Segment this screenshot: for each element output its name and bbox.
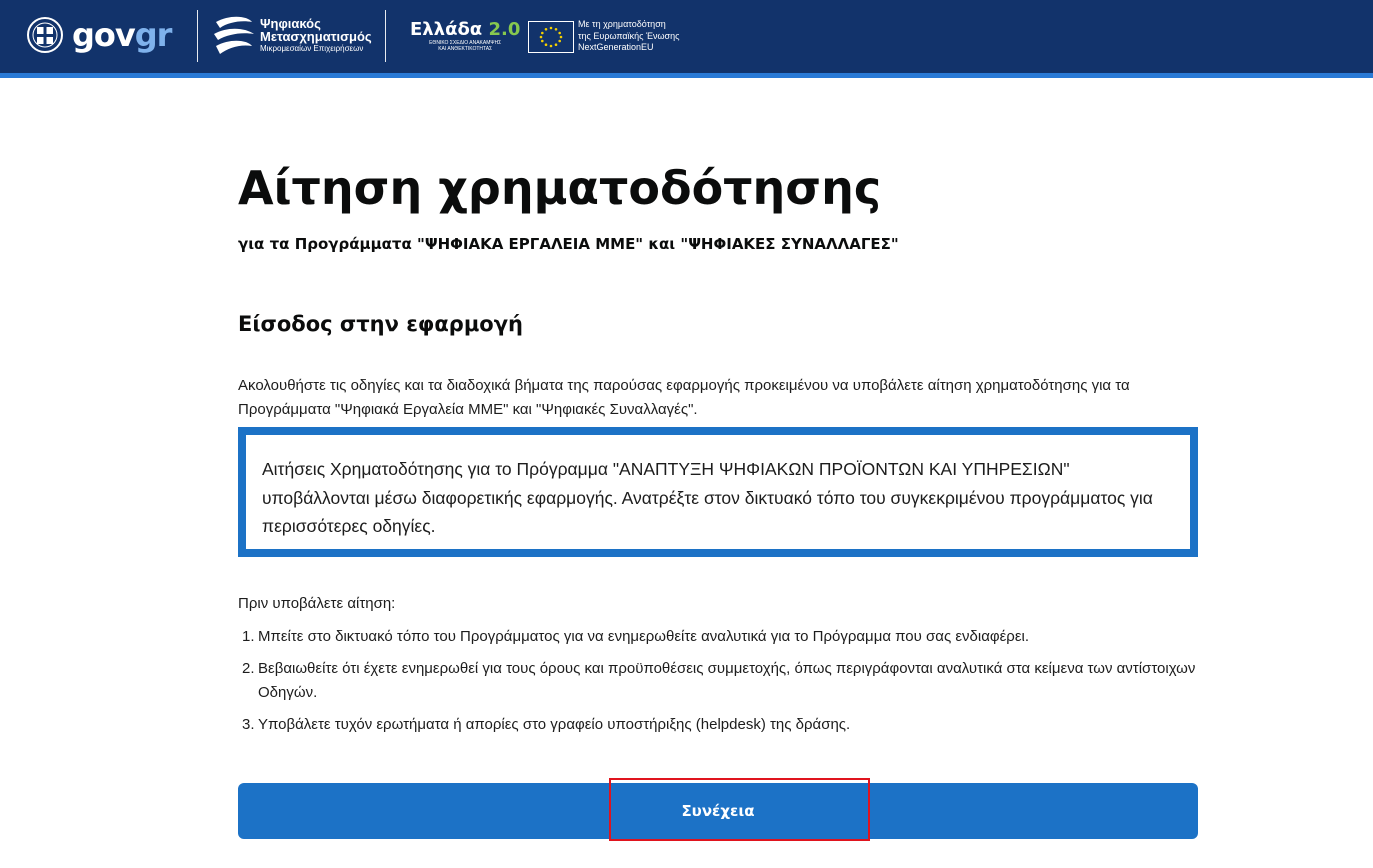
page-subtitle: για τα Προγράμματα "ΨΗΦΙΑΚΑ ΕΡΓΑΛΕΙΑ ΜΜΕ" και "ΨΗΦΙΑΚΕΣ ΣΥΝΑΛΛΑΓΕΣ"	[238, 235, 899, 253]
dt-line-3: Μικρομεσαίων Επιχειρήσεων	[260, 43, 364, 53]
section-title: Είσοδος στην εφαρμογή	[238, 312, 523, 336]
greece-2-0-wordmark: Ελλάδα 2.0	[410, 19, 521, 40]
notice-box	[238, 427, 1198, 557]
header-divider	[385, 10, 386, 62]
greece-2-0-subtitle: ΕΘΝΙΚΟ ΣΧΕΔΙΟ ΑΝΑΚΑΜΨΗΣ ΚΑΙ ΑΝΘΕΚΤΙΚΟΤΗΤΑΣ	[429, 40, 502, 52]
site-header	[0, 0, 1373, 73]
before-apply-label: Πριν υποβάλετε αίτηση:	[238, 595, 396, 612]
eu-funding-text: Με τη χρηματοδότηση της Ευρωπαϊκής Ένωσης NextGenerationEU	[578, 19, 680, 53]
continue-button[interactable]: Συνέχεια	[238, 783, 1198, 839]
step-item: 1. Μπείτε στο δικτυακό τόπο του Προγράμματος για να ενημερωθείτε αναλυτικά για το Πρόγραμμα που σας ενδιαφέρει.	[242, 628, 1030, 645]
greek-coat-of-arms-icon	[26, 14, 64, 56]
greece-2-0-logo[interactable]	[410, 21, 520, 52]
step-item: 2. Βεβαιωθείτε ότι έχετε ενημερωθεί για τους όρους και προϋποθέσεις συμμετοχής, όπως περιγράφονται αναλυτικά στα κείμενα των αντίστοιχων Οδηγών.	[242, 660, 1196, 701]
govgr-wordmark: govgr	[72, 16, 172, 54]
header-stripe	[0, 73, 1373, 78]
eu-flag-icon	[528, 21, 574, 53]
page-title: Αίτηση χρηματοδότησης	[238, 161, 882, 215]
eu-funding-logo[interactable]	[528, 19, 679, 54]
dt-line-1: Ψηφιακός	[260, 15, 321, 31]
notice-text: Αιτήσεις Χρηματοδότησης για το Πρόγραμμα "ΑΝΑΠΤΥΞΗ ΨΗΦΙΑΚΩΝ ΠΡΟΪΟΝΤΩΝ ΚΑΙ ΥΠΗΡΕΣΙΩΝ" υποβάλλονται μέσω διαφορετικής εφαρμογής. Ανατρέξτε στον δικτυακό τόπο του συγκεκριμένου προγράμματος για περισσότερες οδηγίες.	[262, 459, 1153, 536]
digital-transformation-logo[interactable]	[212, 12, 372, 58]
dt-line-2: Μετασχηματισμός	[260, 29, 372, 45]
swoosh-logo-icon	[212, 12, 256, 58]
steps-list	[238, 625, 1198, 745]
digital-transformation-text	[260, 17, 372, 54]
intro-text: Ακολουθήστε τις οδηγίες και τα διαδοχικά βήματα της παρούσας εφαρμογής προκειμένου να υποβάλετε αίτηση χρηματοδότησης για τα Προγράμματα "Ψηφιακά Εργαλεία ΜΜΕ" και "Ψηφιακές Συναλλαγές".	[238, 377, 1130, 418]
header-divider	[197, 10, 198, 62]
step-item: 3. Υποβάλετε τυχόν ερωτήματα ή απορίες στο γραφείο υποστήριξης (helpdesk) της δράσης.	[242, 716, 851, 733]
govgr-logo[interactable]	[26, 14, 171, 56]
